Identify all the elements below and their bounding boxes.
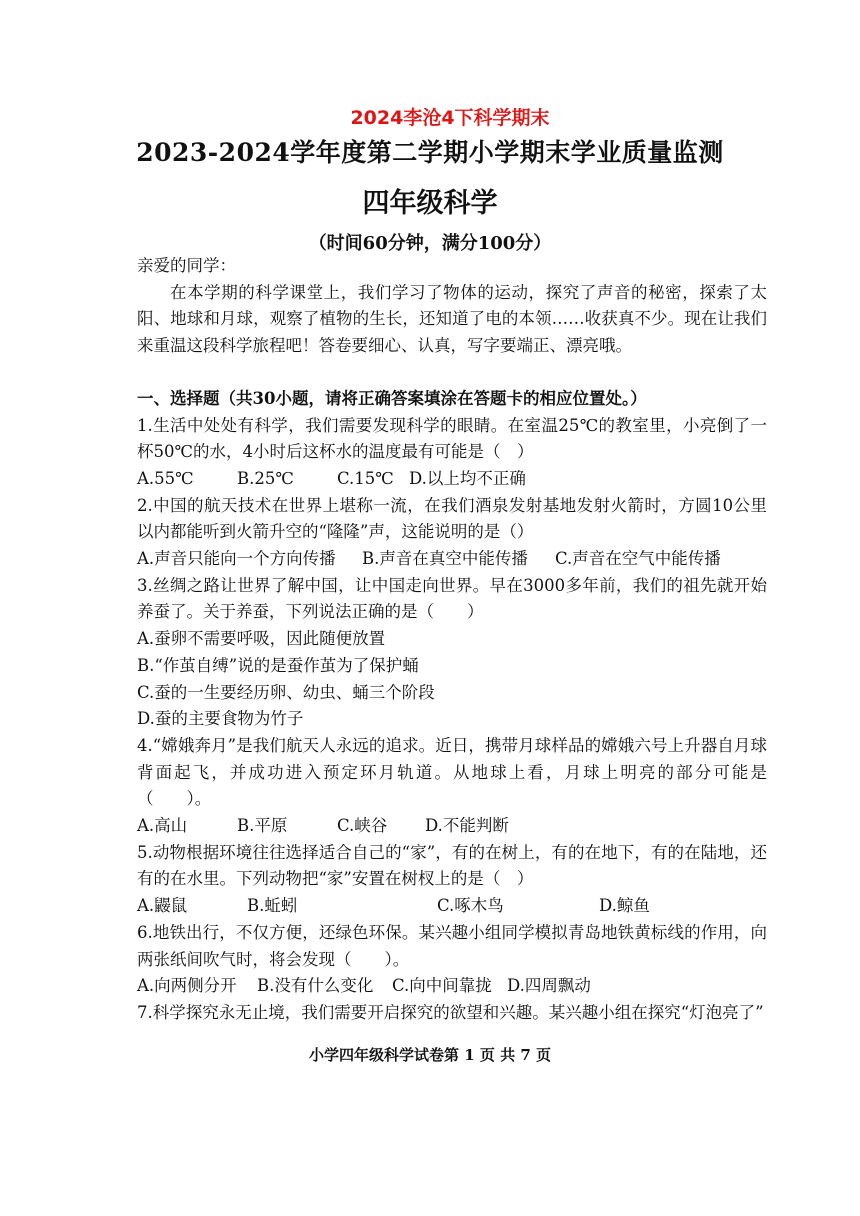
option-row bbox=[137, 973, 767, 1000]
option: C.15℃ bbox=[337, 468, 394, 488]
option: D.四周飘动 bbox=[507, 976, 591, 996]
exam-body bbox=[137, 253, 767, 1027]
option: D.不能判断 bbox=[425, 816, 509, 836]
option-row bbox=[137, 893, 767, 920]
question-stem: 6.地铁出行，不仅方便，还绿色环保。某兴趣小组同学模拟青岛地铁黄标线的作用，向两张纸间吹气时，将会发现（ ）。 bbox=[137, 922, 767, 969]
question-stem: 7.科学探究永无止境，我们需要开启探究的欲望和兴趣。某兴趣小组在探究“灯泡亮了” bbox=[137, 1002, 764, 1022]
question-stem: 3.丝绸之路让世界了解中国，让中国走向世界。早在3000多年前，我们的祖先就开始养蚕了。关于养蚕，下列说法正确的是（ ） bbox=[137, 575, 767, 622]
question-stem: 1.生活中处处有科学，我们需要发现科学的眼睛。在室温25℃的教室里，小亮倒了一杯50℃的水，4小时后这杯水的温度最有可能是（ ） bbox=[137, 415, 767, 462]
exam-title: 2023-2024学年度第二学期小学期末学业质量监测 bbox=[136, 138, 724, 167]
option: D.蚕的主要食物为竹子 bbox=[137, 709, 304, 729]
option: B.25℃ bbox=[237, 468, 294, 488]
exam-time-info: （时间60分钟，满分100分） bbox=[308, 233, 552, 254]
option: C.峡谷 bbox=[337, 816, 388, 836]
option-row bbox=[137, 813, 767, 840]
question-stem: 5.动物根据环境往往选择适合自己的“家”，有的在树上，有的在地下，有的在陆地，还有的在水里。下列动物把“家”安置在树杈上的是（ ） bbox=[137, 842, 767, 889]
question-stem: 2.中国的航天技术在世界上堪称一流，在我们酒泉发射基地发射火箭时，方圆10公里以内都能听到火箭升空的“隆隆”声，这能说明的是（） bbox=[137, 495, 767, 542]
greeting: 亲爱的同学： bbox=[137, 256, 236, 275]
option: B.蚯蚓 bbox=[247, 896, 298, 916]
option: A.55℃ bbox=[137, 468, 194, 488]
option: B.“作茧自缚”说的是蚕作茧为了保护蛹 bbox=[137, 655, 419, 675]
spacer bbox=[137, 360, 767, 386]
option: B.声音在真空中能传播 bbox=[362, 549, 528, 569]
source-tag: 2024李沧4下科学期末 bbox=[350, 107, 550, 129]
option: A.高山 bbox=[137, 816, 188, 836]
question-stem: 4.“嫦娥奔月”是我们航天人永远的追求。近日，携带月球样品的嫦娥六号上升器自月球背面起飞，并成功进入预定环月轨道。从地球上看，月球上明亮的部分可能是（ ）。 bbox=[137, 735, 767, 809]
option: B.没有什么变化 bbox=[257, 976, 374, 996]
option-row bbox=[137, 546, 767, 573]
option: C.声音在空气中能传播 bbox=[555, 549, 721, 569]
option: B.平原 bbox=[237, 816, 288, 836]
option: C.啄木鸟 bbox=[437, 896, 504, 916]
option: D.以上均不正确 bbox=[409, 468, 526, 488]
page-footer: 小学四年级科学试卷第 1 页 共 7 页 bbox=[309, 1046, 551, 1064]
section-heading: 一、选择题（共30小题，请将正确答案填涂在答题卡的相应位置处。） bbox=[137, 388, 647, 408]
option: C.蚕的一生要经历卵、幼虫、蛹三个阶段 bbox=[137, 682, 435, 702]
option: D.鲸鱼 bbox=[599, 896, 650, 916]
option: A.蚕卵不需要呼吸，因此随便放置 bbox=[137, 629, 386, 649]
intro-paragraph: 在本学期的科学课堂上，我们学习了物体的运动，探究了声音的秘密，探索了太阳、地球和月球，观察了植物的生长，还知道了电的本领……收获真不少。现在让我们来重温这段科学旅程吧！答卷要细心、认真，写字要端正、漂亮哦。 bbox=[137, 282, 767, 356]
option: A.向两侧分开 bbox=[137, 976, 237, 996]
option: A.声音只能向一个方向传播 bbox=[137, 549, 336, 569]
option-row bbox=[137, 466, 767, 493]
option: A.鼹鼠 bbox=[137, 896, 188, 916]
option: C.向中间靠拢 bbox=[392, 976, 492, 996]
exam-subject: 四年级科学 bbox=[362, 188, 498, 219]
